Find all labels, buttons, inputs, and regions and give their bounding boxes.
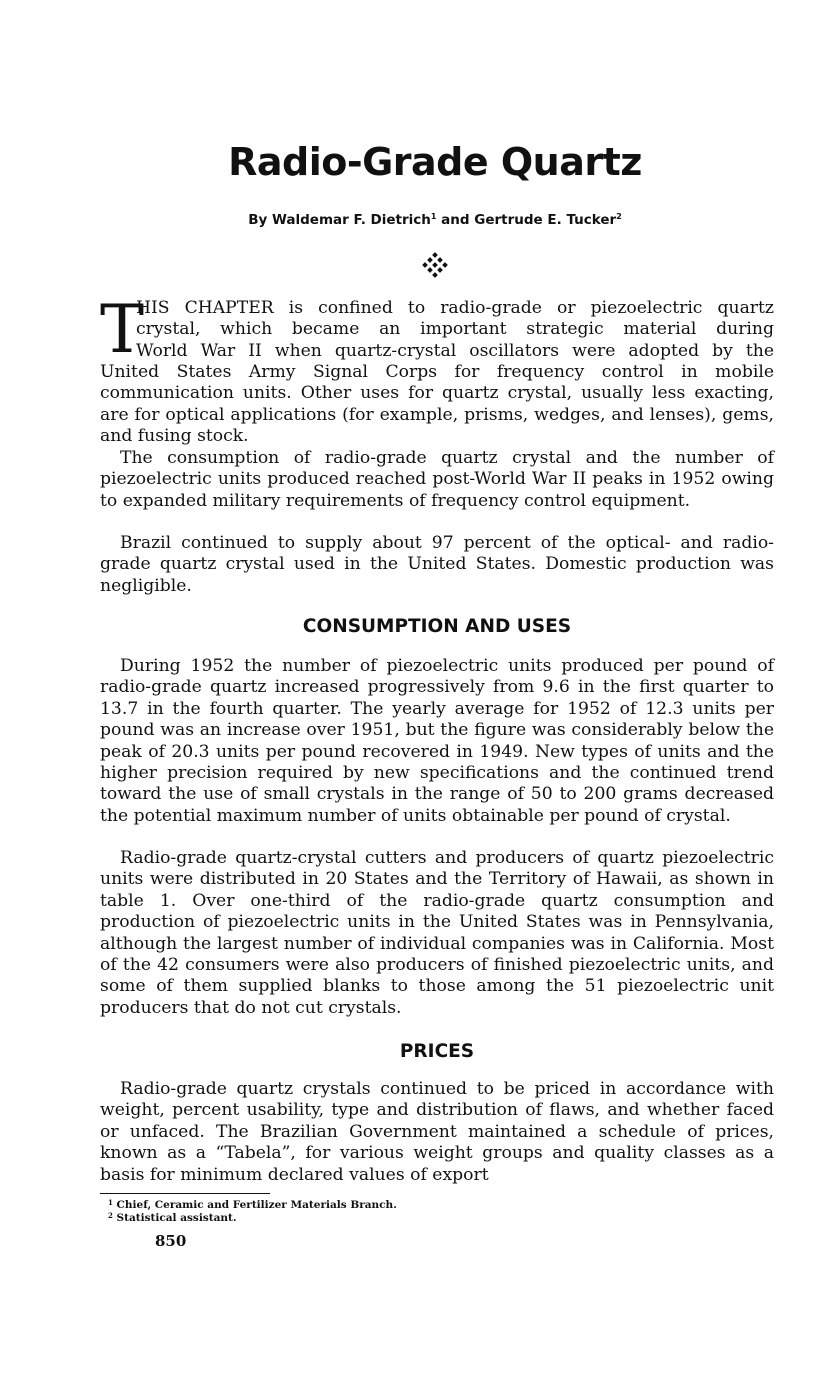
footnote-text: Chief, Ceramic and Fertilizer Materials Branch. <box>116 1199 397 1211</box>
footnote-mark: 2 <box>108 1211 113 1220</box>
chapter-title: Radio-Grade Quartz <box>228 140 642 184</box>
footnote-mark: 1 <box>108 1198 113 1207</box>
body-paragraph: Radio-grade quartz crystals continued to be priced in accordance with weight, percent usability, type and distribution of flaws, and whether faced or unfaced. The Brazilian Government maintained a schedule of prices, known as a “Tabela”, for various weight groups and quality classes as a basis for minimum declared values of export <box>100 1079 774 1185</box>
intro-line-1: HIS CHAPTER is confined to radio-grade or piezoelectric quartz <box>136 298 774 318</box>
byline-author-2: and Gertrude E. Tucker <box>436 212 617 228</box>
body-paragraph: Radio-grade quartz-crystal cutters and producers of quartz piezoelectric units were distributed in 20 States and the Territory of Hawaii, as shown in table 1. Over one-third of the radio-grade quartz consumption and production of piezoelectric units in the United States was in Pennsylvania, although the largest number of individual companies was in California. Most of the 42 consumers were also producers of finished piezoelectric units, and some of them supplied blanks to those among the 51 piezoelectric unit producers that do not cut crystals. <box>100 848 774 1018</box>
section-heading: PRICES <box>399 1041 475 1062</box>
byline <box>0 212 838 228</box>
intro-line-3: World War II when quartz-crystal oscillators were adopted by the <box>136 341 774 361</box>
footnote-divider <box>100 1193 270 1194</box>
intro-paragraph: United States Army Signal Corps for frequency control in mobile communication units. Other uses for quartz crystal, usually less exacting, are for optical applications (for example, prisms, wedges, and lenses), gems, and fusing stock. <box>100 362 774 447</box>
drop-cap: T <box>100 291 145 368</box>
footnote <box>108 1198 397 1211</box>
footnote-text: Statistical assistant. <box>116 1212 237 1224</box>
body-paragraph: During 1952 the number of piezoelectric units produced per pound of radio-grade quartz increased progressively from 9.6 in the first quarter to 13.7 in the fourth quarter. The yearly average for 1952 of 12.3 units per pound was an increase over 1951, but the figure was considerably below the peak of 20.3 units per pound recovered in 1949. New types of units and the higher precision required by new specifications and the continued trend toward the use of small crystals in the range of 50 to 200 grams decreased the potential maximum number of units obtainable per pound of crystal. <box>100 656 774 826</box>
footnote-ref-2: 2 <box>616 212 622 221</box>
body-paragraph: Brazil continued to supply about 97 percent of the optical- and radio-grade quartz crystal used in the United States. Domestic production was negligible. <box>100 533 774 596</box>
body-paragraph: The consumption of radio-grade quartz crystal and the number of piezoelectric units produced reached post-World War II peaks in 1952 owing to expanded military requirements of frequency control equipment. <box>100 448 774 511</box>
ornament-icon <box>422 252 448 278</box>
footnote-ref-1: 1 <box>430 212 437 221</box>
byline-author-1: By Waldemar F. Dietrich <box>248 212 431 228</box>
intro-line-2: crystal, which became an important strategic material during <box>136 319 774 339</box>
page-number: 850 <box>155 1232 187 1250</box>
footnote <box>108 1211 237 1224</box>
section-heading: CONSUMPTION AND USES <box>302 616 572 637</box>
